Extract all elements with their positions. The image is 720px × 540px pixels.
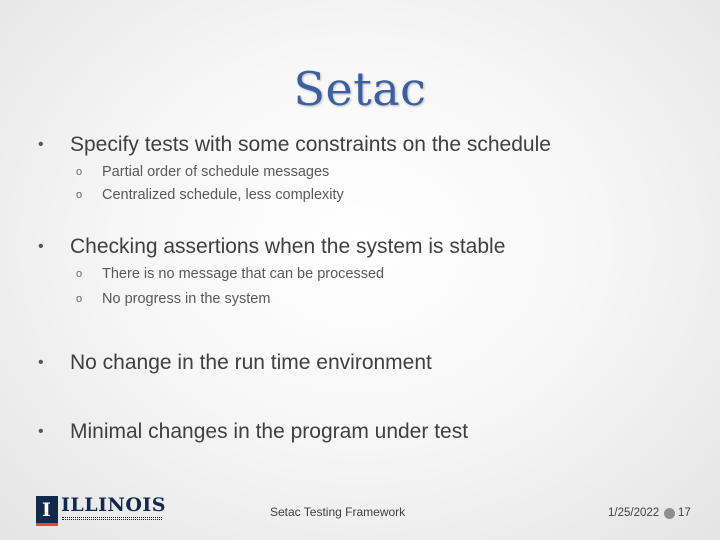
bullet-2 <box>38 235 505 259</box>
bullet-dot-icon: • <box>38 423 44 440</box>
page-dot-icon <box>664 508 675 519</box>
bullet-2-text: Checking assertions when the system is stable <box>70 235 506 258</box>
sub-bullet-1-2-text: Centralized schedule, less complexity <box>102 187 344 203</box>
footer-date: 1/25/2022 <box>608 507 660 519</box>
sub-bullet-1-1-text: Partial order of schedule messages <box>102 164 330 180</box>
sub-bullet-2-2 <box>76 291 270 307</box>
logo-wordmark: ILLINOIS <box>61 494 167 516</box>
page-number: 17 <box>678 507 691 519</box>
sub-bullet-1-2 <box>76 187 344 203</box>
block-i-icon <box>36 496 58 526</box>
bullet-3 <box>38 351 432 375</box>
bullet-dot-icon: • <box>38 354 44 371</box>
sub-bullet-circle-icon: o <box>76 166 83 178</box>
bullet-3-text: No change in the run time environment <box>70 351 432 374</box>
sub-bullet-circle-icon: o <box>76 293 83 305</box>
bullet-4-text: Minimal changes in the program under test <box>70 420 469 443</box>
bullet-1 <box>38 133 551 157</box>
illinois-logo <box>36 494 167 528</box>
sub-bullet-circle-icon: o <box>76 268 83 280</box>
sub-bullet-1-1 <box>76 164 329 180</box>
bullet-1-text: Specify tests with some constraints on the schedule <box>70 133 551 156</box>
sub-bullet-2-2-text: No progress in the system <box>102 291 271 307</box>
bullet-4 <box>38 420 468 444</box>
logo-subtitle-line <box>62 517 162 520</box>
bullet-dot-icon: • <box>38 238 44 255</box>
sub-bullet-2-1 <box>76 266 384 282</box>
footer-title: Setac Testing Framework <box>270 505 406 519</box>
sub-bullet-circle-icon: o <box>76 189 83 201</box>
logo-letter: I <box>42 499 51 521</box>
sub-bullet-2-1-text: There is no message that can be processed <box>102 266 385 282</box>
bullet-dot-icon: • <box>38 136 44 153</box>
slide-title: Setac <box>293 62 427 116</box>
